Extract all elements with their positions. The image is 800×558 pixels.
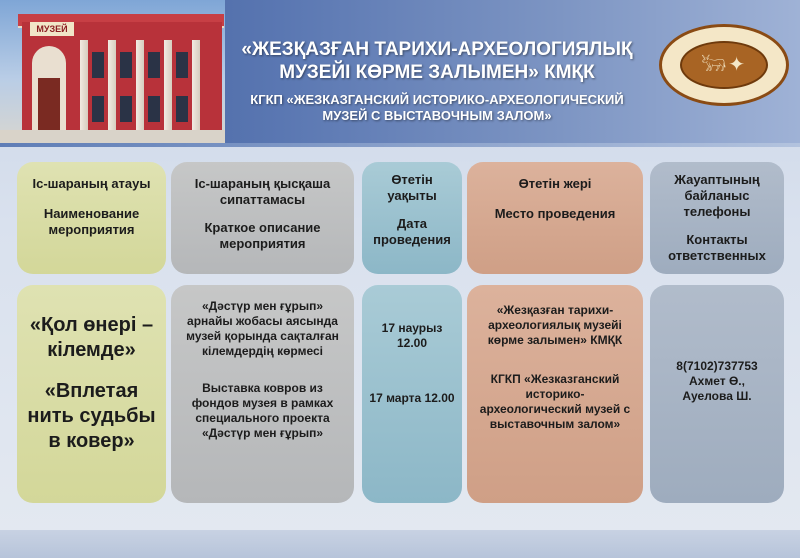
header-cell-name — [17, 162, 166, 274]
header-cell-time — [362, 162, 462, 274]
building-column — [192, 40, 200, 132]
header-time-ru: Дата проведения — [373, 216, 451, 247]
title-russian: КГКП «ЖЕЗКАЗГАНСКИЙ ИСТОРИКО-АРХЕОЛОГИЧЕСКИЙ МУЗЕЙ С ВЫСТАВОЧНЫМ ЗАЛОМ» — [250, 92, 624, 123]
building-sign: МУЗЕЙ — [30, 22, 74, 36]
building-window — [148, 96, 160, 122]
header-cell-place — [467, 162, 643, 274]
logo-petroglyph-icon: 𓃒✦ — [700, 54, 748, 76]
building-column — [80, 40, 88, 132]
building-column — [136, 40, 144, 132]
logo-emblem-icon — [680, 41, 768, 89]
header-divider — [0, 143, 800, 147]
building-window — [148, 52, 160, 78]
building-window — [92, 52, 104, 78]
event-place-ru: КГКП «Жезказганский историко-археологический музей с выставочным залом» — [479, 372, 631, 431]
header-desc-kz: Іс-шараның қысқаша сипаттамасы — [194, 176, 331, 207]
header-contact-kz: Жауаптының байланыс телефоны — [674, 172, 760, 219]
header-name-kz: Іс-шараның атауы — [32, 176, 151, 191]
header-cell-contact — [650, 162, 784, 274]
footer-band — [0, 530, 800, 558]
row-cell-place — [467, 285, 643, 503]
building-window — [120, 52, 132, 78]
header-place-ru: Место проведения — [494, 206, 616, 221]
contact-person-2: Ауелова Ш. — [682, 389, 752, 403]
event-place-kz: «Жезқазған тарихи-археологиялық музейі көрме залымен» КМҚК — [487, 303, 623, 347]
header-desc-ru: Краткое описание мероприятия — [204, 220, 321, 251]
building-window — [120, 96, 132, 122]
event-date-ru: 17 марта 12.00 — [369, 391, 455, 405]
row-cell-contact — [650, 285, 784, 503]
building-window — [176, 96, 188, 122]
header-time-kz: Өтетін уақыты — [387, 172, 437, 203]
event-name-kz: «Қол өнері – кілемде» — [29, 314, 154, 361]
building-door — [38, 78, 60, 132]
building-column — [108, 40, 116, 132]
contact-phone: 8(7102)737753 — [676, 359, 758, 373]
building-ground — [0, 130, 225, 143]
contact-person-1: Ахмет Ө., — [689, 374, 745, 388]
event-desc-kz: «Дәстүр мен ғұрып» арнайы жобасы аясында музей қорында сақталған кілемдердің көрмесі — [186, 299, 339, 358]
title-kazakh: «ЖЕЗҚАЗҒАН ТАРИХИ-АРХЕОЛОГИЯЛЫҚ МУЗЕЙІ КӨРМЕ ЗАЛЫМЕН» КМҚК — [241, 39, 633, 83]
row-cell-desc — [171, 285, 354, 503]
header-name-ru: Наименование мероприятия — [43, 206, 140, 237]
event-desc-ru: Выставка ковров из фондов музея в рамках специального проекта «Дәстүр мен ғұрып» — [191, 381, 334, 440]
building-window — [92, 96, 104, 122]
header-cell-desc — [171, 162, 354, 274]
header-banner — [0, 0, 800, 143]
museum-logo — [659, 24, 789, 106]
event-date-kz: 17 наурыз 12.00 — [381, 321, 443, 350]
building-column — [164, 40, 172, 132]
museum-building-photo — [0, 0, 225, 143]
header-contact-ru: Контакты ответственных — [668, 232, 766, 263]
row-cell-name — [17, 285, 166, 503]
header-place-kz: Өтетін жері — [518, 176, 592, 191]
event-name-ru: «Вплетая нить судьбы в ковер» — [27, 380, 156, 452]
building-window — [176, 52, 188, 78]
row-cell-time — [362, 285, 462, 503]
